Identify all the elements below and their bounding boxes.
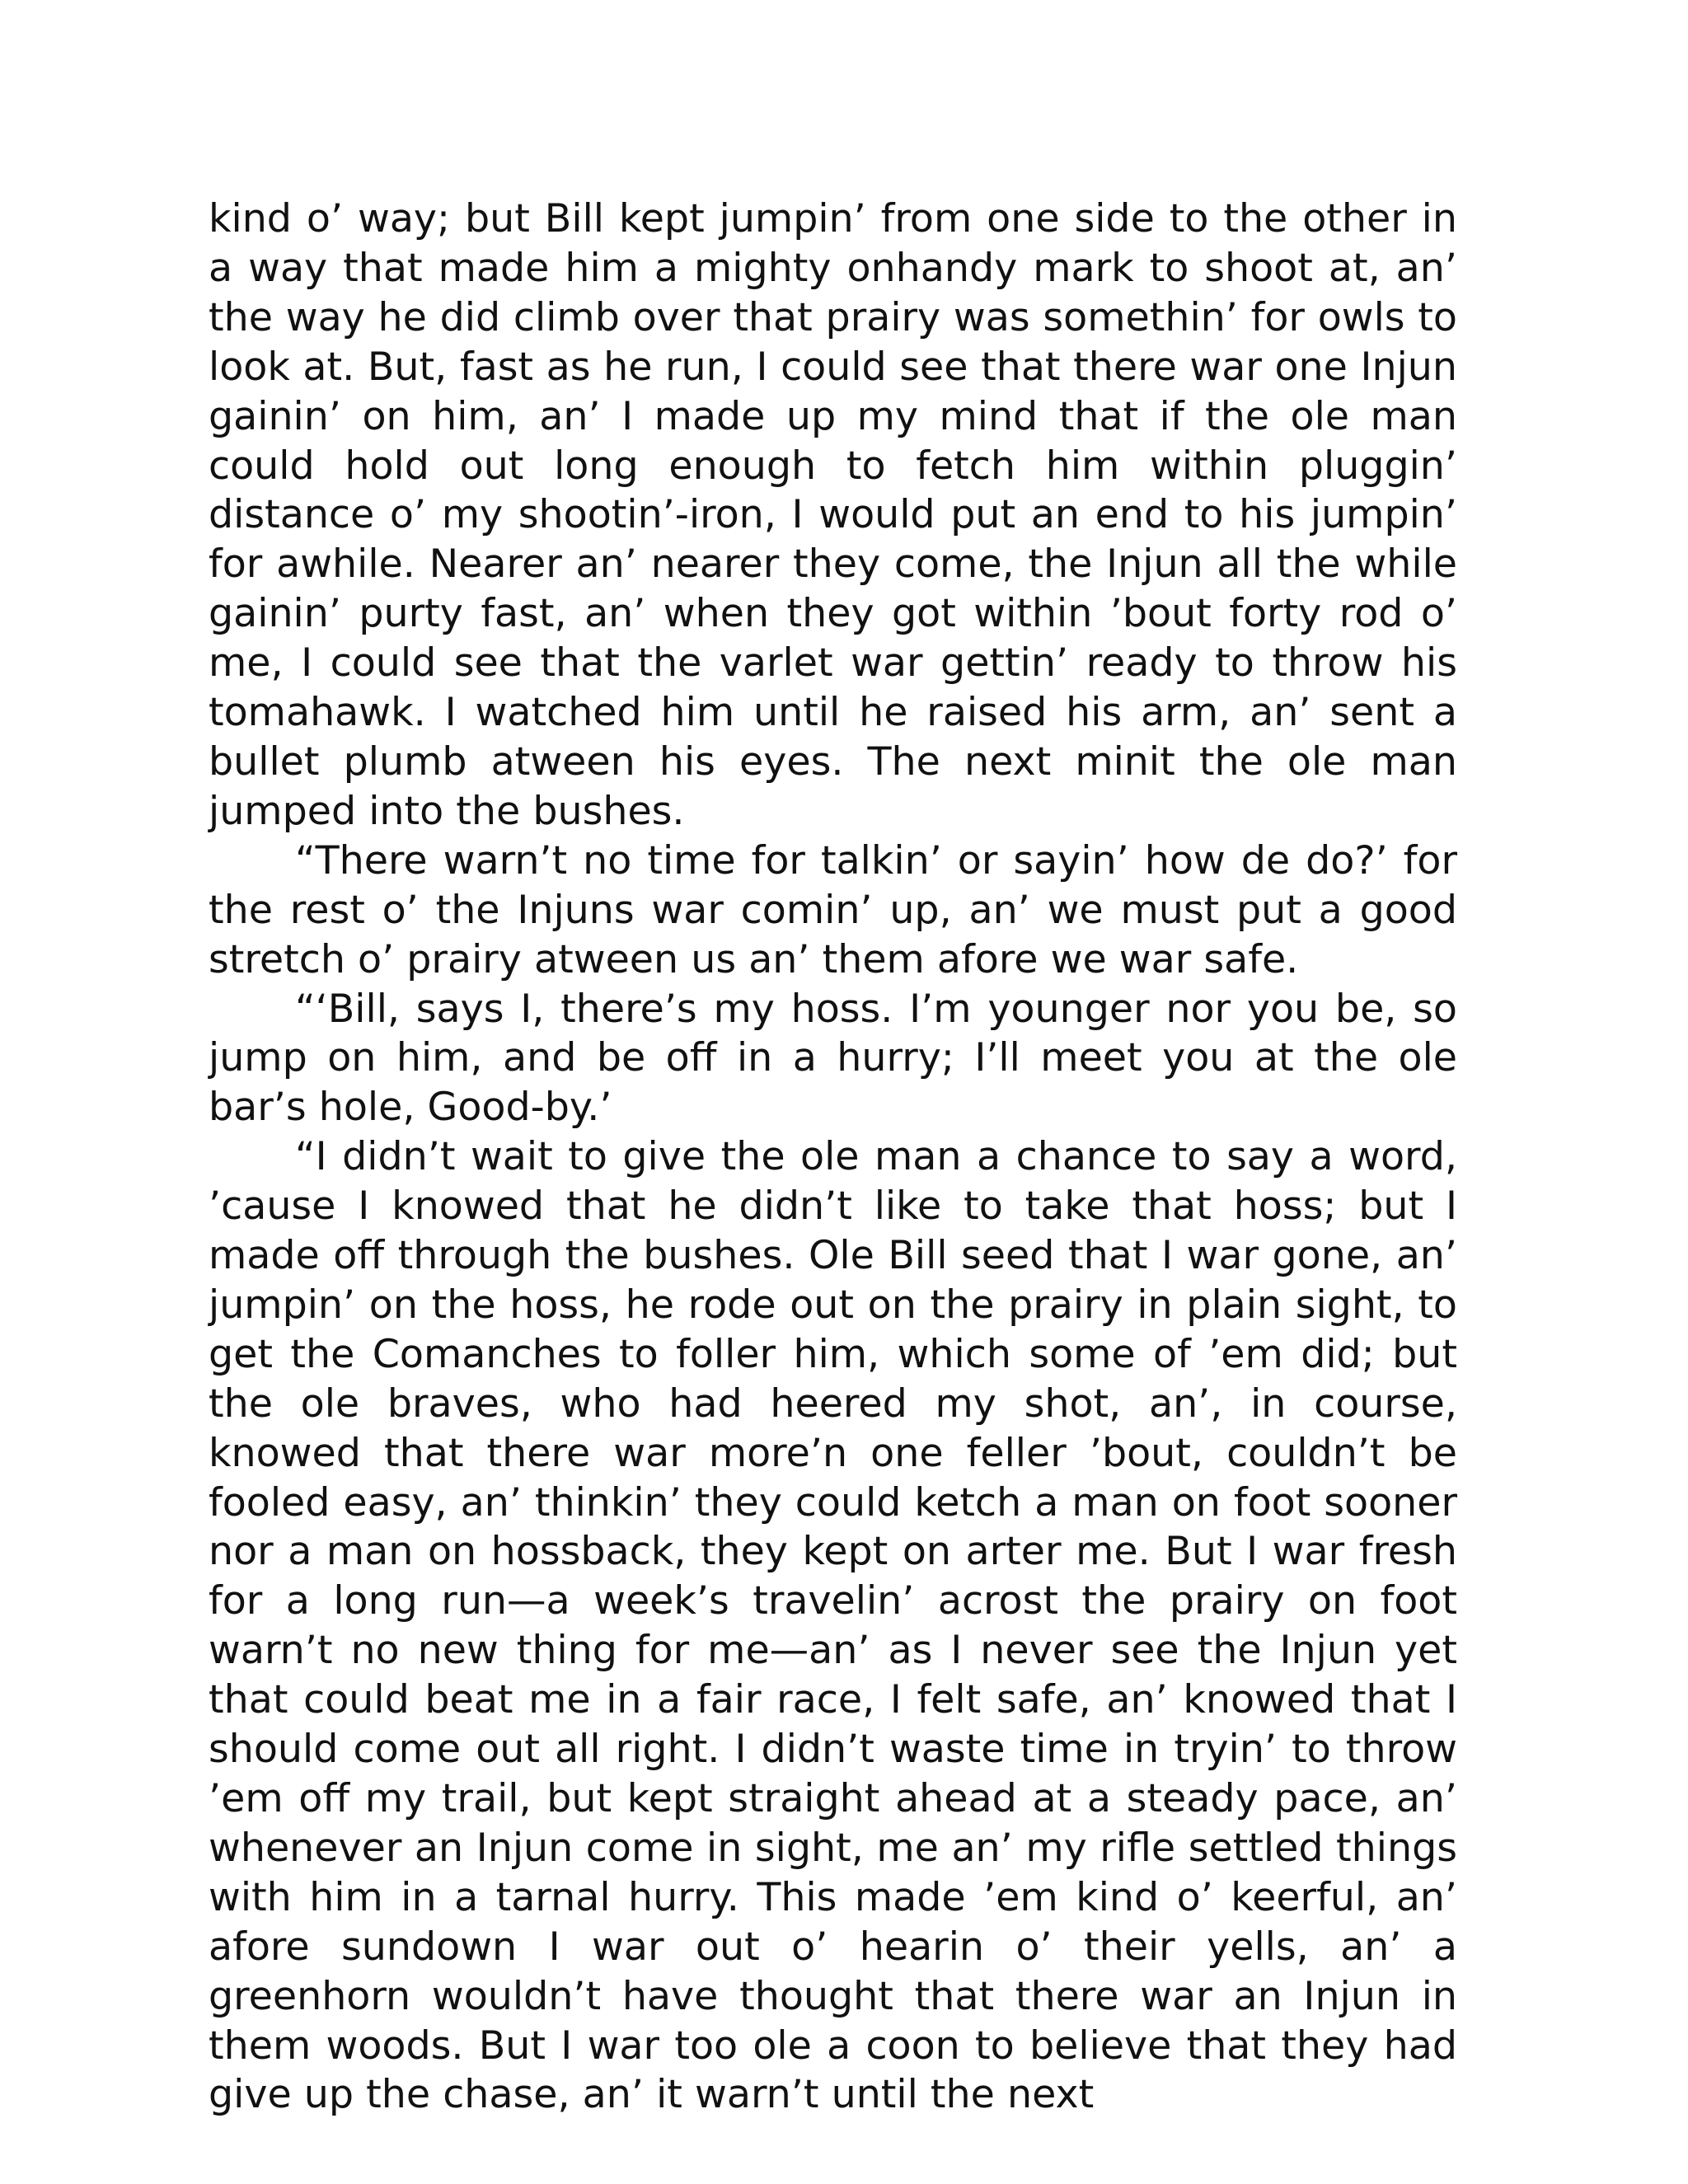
paragraph: kind o’ way; but Bill kept jumpin’ from one side to the other in a way that made him a mighty onhandy mark to shoot at, an’ the way he did climb over that prairy was somethin’ for owls to look at. But, fast as he run, I could see that there war one Injun gainin’ on him, an’ I made up my mind that if the ole man could hold out long enough to fetch him within pluggin’ distance o’ my shootin’-iron, I would put an end to his jumpin’ for awhile. Nearer an’ nearer they come, the Injun all the while gainin’ purty fast, an’ when they got within ’bout forty rod o’ me, I could see that the varlet war gettin’ ready to throw his tomahawk. I watched him until he raised his arm, an’ sent a bullet plumb atween his eyes. The next minit the ole man jumped into the bushes.: [209, 196, 1457, 834]
paragraph: “‘Bill, says I, there’s my hoss. I’m younger nor you be, so jump on him, and be off in a hurry; I’ll meet you at the ole bar’s hole, Good-by.’: [209, 986, 1457, 1131]
paragraph: “There warn’t no time for talkin’ or sayin’ how de do?’ for the rest o’ the Injuns war comin’ up, an’ we must put a good stretch o’ prairy atween us an’ them afore we war safe.: [209, 837, 1457, 982]
body-text: [209, 194, 1457, 2120]
paragraph: “I didn’t wait to give the ole man a chance to say a word, ’cause I knowed that he didn’t like to take that hoss; but I made off through the bushes. Ole Bill seed that I war gone, an’ jumpin’ on the hoss, he rode out on the prairy in plain sight, to get the Comanches to foller him, which some of ’em did; but the ole braves, who had heered my shot, an’, in course, knowed that there war more’n one feller ’bout, couldn’t be fooled easy, an’ thinkin’ they could ketch a man on foot sooner nor a man on hossback, they kept on arter me. But I war fresh for a long run—a week’s travelin’ acrost the prairy on foot warn’t no new thing for me—an’ as I never see the Injun yet that could beat me in a fair race, I felt safe, an’ knowed that I should come out all right. I didn’t waste time in tryin’ to throw ’em off my trail, but kept straight ahead at a steady pace, an’ whenever an Injun come in sight, me an’ my rifle settled things with him in a tarnal hurry. This made ’em kind o’ keerful, an’ afore sundown I war out o’ hearin o’ their yells, an’ a greenhorn wouldn’t have thought that there war an Injun in them woods. But I war too ole a coon to believe that they had give up the chase, an’ it warn’t until the next: [209, 1134, 1457, 2118]
